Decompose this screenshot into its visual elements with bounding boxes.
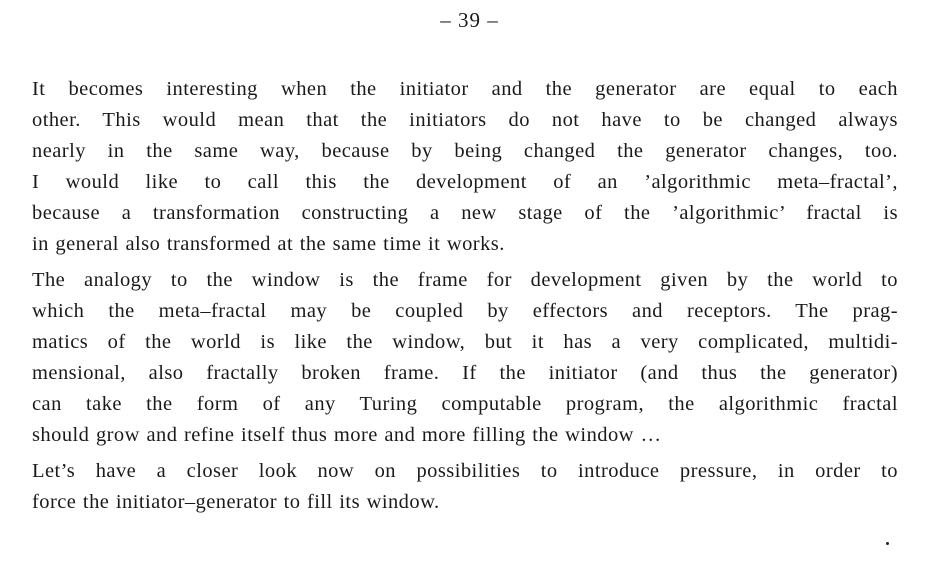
text-line: nearly in the same way, because by being changed the generator changes, too. xyxy=(32,140,898,162)
text-line: in general also transformed at the same time it works. xyxy=(32,233,505,255)
text-line: Let’s have a closer look now on possibilities to introduce pressure, in order to xyxy=(32,460,898,482)
text-line: I would like to call this the development of an ’algorithmic meta–fractal’, xyxy=(32,171,898,193)
paragraph-2 xyxy=(32,265,898,451)
text-line: other. This would mean that the initiators do not have to be changed always xyxy=(32,109,898,131)
text-line: which the meta–fractal may be coupled by effectors and receptors. The prag- xyxy=(32,300,898,322)
scan-speck xyxy=(886,542,889,545)
text-line: can take the form of any Turing computable program, the algorithmic fractal xyxy=(32,393,898,415)
body-text xyxy=(32,74,898,518)
text-line: It becomes interesting when the initiator and the generator are equal to each xyxy=(32,78,898,100)
text-line: should grow and refine itself thus more and more filling the window … xyxy=(32,424,662,446)
text-line: force the initiator–generator to fill its window. xyxy=(32,491,440,513)
text-line: mensional, also fractally broken frame. If the initiator (and thus the generator) xyxy=(32,362,898,384)
page-number: – 39 – xyxy=(440,8,499,32)
text-line: matics of the world is like the window, but it has a very complicated, multidi- xyxy=(32,331,898,353)
text-line: because a transformation constructing a new stage of the ’algorithmic’ fractal is xyxy=(32,202,898,224)
text-line: The analogy to the window is the frame for development given by the world to xyxy=(32,269,898,291)
paragraph-1 xyxy=(32,74,898,260)
paragraph-3 xyxy=(32,456,898,518)
